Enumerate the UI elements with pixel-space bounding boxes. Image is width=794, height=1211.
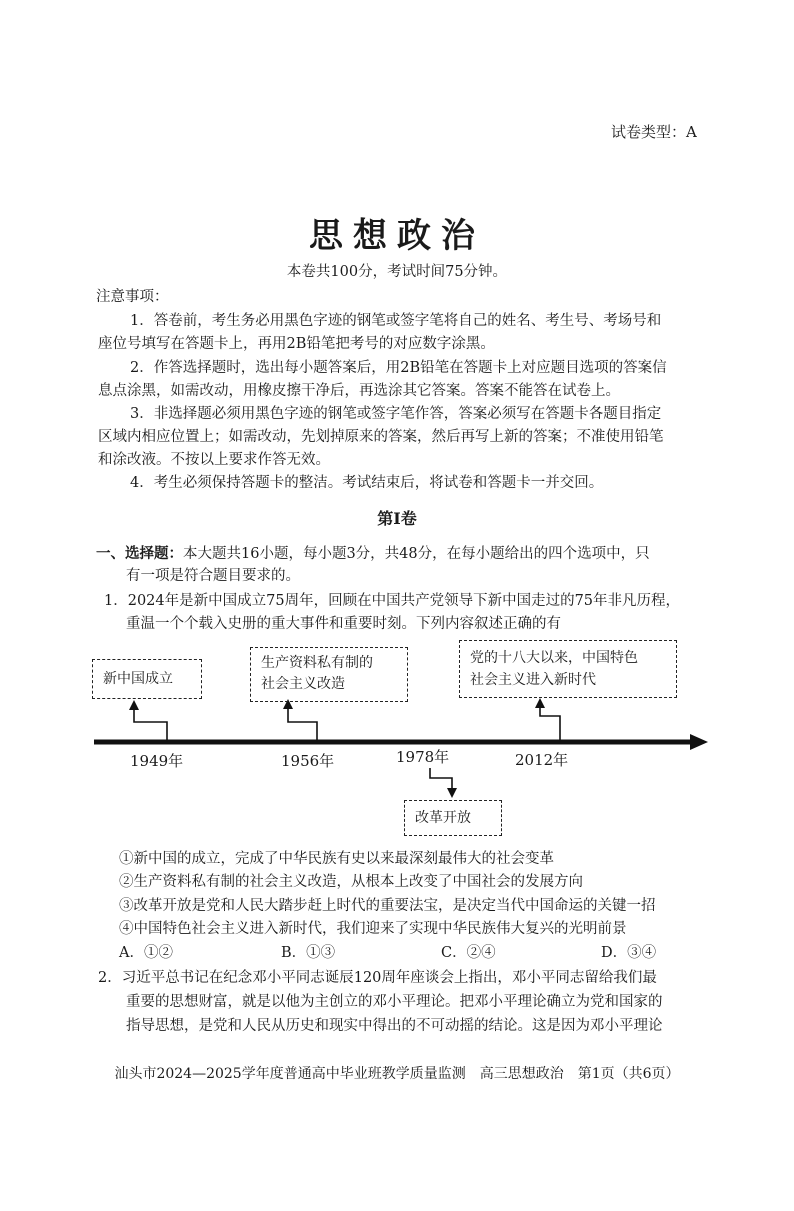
notice-line: 2．作答选择题时，选出每小题答案后，用2B铅笔在答题卡上对应题目选项的答案信 xyxy=(130,360,667,376)
question-1-stem: 1．2024年是新中国成立75周年，回顾在中国共产党领导下新中国走过的75年非凡历程， xyxy=(104,593,681,609)
notice-heading: 注意事项： xyxy=(96,289,169,305)
box-founding-text: 新中国成立 xyxy=(103,671,173,687)
box-new-era-line: 社会主义进入新时代 xyxy=(470,672,596,688)
connector-1949 xyxy=(134,709,167,742)
option-b: B．①③ xyxy=(281,945,336,961)
notice-line: 息点涂黑，如需改动，用橡皮擦干净后，再选涂其它答案。答案不能答在试卷上。 xyxy=(98,383,620,399)
section-instructions-cont: 有一项是符合题目要求的。 xyxy=(126,568,300,584)
statement-4: ④中国特色社会主义进入新时代，我们迎来了实现中华民族伟大复兴的光明前景 xyxy=(119,921,627,937)
question-2-line: 2．习近平总书记在纪念邓小平同志诞辰120周年座谈会上指出，邓小平同志留给我们最 xyxy=(98,970,657,986)
option-d: D．③④ xyxy=(601,945,657,961)
arrow-1978 xyxy=(447,788,457,798)
statement-1: ①新中国的成立，完成了中华民族有史以来最深刻最伟大的社会变革 xyxy=(119,851,554,867)
notice-line: 和涂改液。不按以上要求作答无效。 xyxy=(98,452,330,468)
statement-2: ②生产资料私有制的社会主义改造，从根本上改变了中国社会的发展方向 xyxy=(119,874,583,890)
question-2-line: 指导思想，是党和人民从历史和现实中得出的不可动摇的结论。这是因为邓小平理论 xyxy=(126,1018,663,1034)
box-reform-text: 改革开放 xyxy=(415,810,471,826)
option-a: A．①② xyxy=(119,945,173,961)
paper-type-label: 试卷类型：A xyxy=(611,123,697,141)
arrow-1949 xyxy=(129,700,139,710)
box-new-era-line: 党的十八大以来，中国特色 xyxy=(470,650,638,666)
arrow-2012 xyxy=(535,698,545,708)
year-label: 1978年 xyxy=(396,748,450,766)
year-label: 1956年 xyxy=(281,752,335,770)
connector-1956 xyxy=(288,708,317,742)
page-footer: 汕头市2024—2025学年度普通高中毕业班教学质量监测 高三思想政治 第1页（共6页） xyxy=(114,1066,680,1082)
section-label: 一、选择题： xyxy=(96,545,183,562)
year-label: 2012年 xyxy=(515,751,569,769)
box-transformation-line: 社会主义改造 xyxy=(261,676,345,692)
option-c: C．②④ xyxy=(441,945,496,961)
box-transformation-line: 生产资料私有制的 xyxy=(261,655,373,671)
exam-subtitle: 本卷共100分，考试时间75分钟。 xyxy=(286,264,508,280)
page-title: 思想政治 xyxy=(309,216,485,256)
notice-line: 3．非选择题必须用黑色字迹的钢笔或签字笔作答，答案必须写在答题卡各题目指定 xyxy=(130,406,662,422)
statement-3: ③改革开放是党和人民大踏步赶上时代的重要法宝，是决定当代中国命运的关键一招 xyxy=(119,898,656,914)
question-2-line: 重要的思想财富，就是以他为主创立的邓小平理论。把邓小平理论确立为党和国家的 xyxy=(126,994,663,1010)
box-socialist-transformation xyxy=(250,647,408,702)
connector-1978 xyxy=(430,768,452,791)
timeline-arrowhead xyxy=(690,734,708,750)
box-founding xyxy=(92,659,202,699)
box-new-era xyxy=(459,640,677,698)
part-title: 第Ⅰ卷 xyxy=(377,509,417,528)
notice-line: 4．考生必须保持答题卡的整洁。考试结束后，将试卷和答题卡一并交回。 xyxy=(130,475,604,491)
notice-line: 1．答卷前，考生务必用黑色字迹的钢笔或签字笔将自己的姓名、考生号、考场号和 xyxy=(130,313,662,329)
connector-2012 xyxy=(540,707,560,742)
notice-line: 座位号填写在答题卡上，再用2B铅笔把考号的对应数字涂黑。 xyxy=(98,336,495,352)
year-label: 1949年 xyxy=(130,752,184,770)
section-instructions: 本大题共16小题，每小题3分，共48分，在每小题给出的四个选项中，只 xyxy=(183,546,650,562)
box-reform-opening xyxy=(404,800,502,836)
notice-line: 区域内相应位置上；如需改动，先划掉原来的答案，然后再写上新的答案；不准使用铅笔 xyxy=(98,429,664,445)
question-1-stem-cont: 重温一个个载入史册的重大事件和重要时刻。下列内容叙述正确的有 xyxy=(126,616,561,632)
